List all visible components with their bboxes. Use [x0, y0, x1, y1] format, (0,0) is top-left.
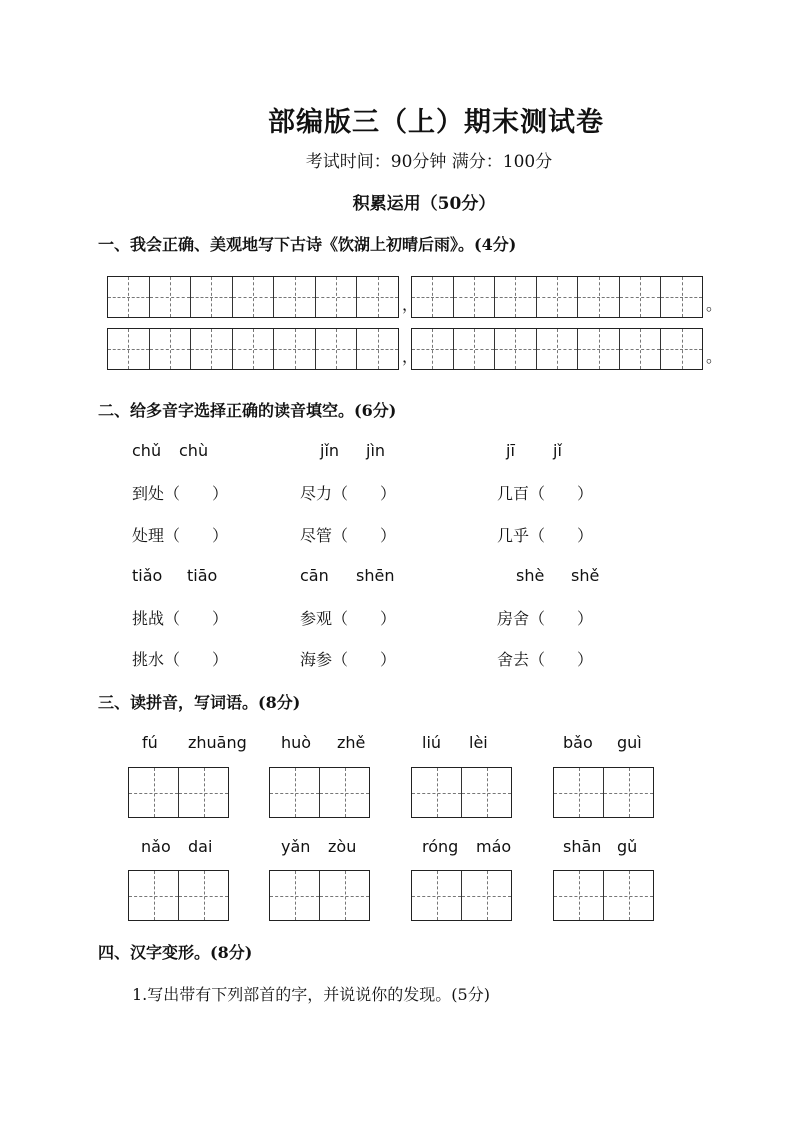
word-pinyin: róng	[422, 837, 459, 856]
pinyin-option: shēn	[356, 566, 395, 585]
pinyin-option: jǐn	[320, 441, 340, 460]
word-pinyin: yǎn	[281, 837, 311, 856]
pinyin-option: jìn	[366, 441, 386, 460]
word-writing-grid[interactable]	[269, 870, 370, 921]
word-pinyin: bǎo	[563, 733, 593, 752]
word-pinyin: guì	[617, 733, 642, 752]
polyphone-blank[interactable]: 房舍（ ）	[497, 609, 594, 628]
exam-info: 考试时间：90分钟 满分：100分	[305, 152, 553, 172]
word-writing-grid[interactable]	[411, 870, 512, 921]
q1-period-1: 。	[706, 295, 723, 314]
polyphone-blank[interactable]: 参观（ ）	[300, 609, 397, 628]
pinyin-option: shè	[516, 566, 545, 585]
word-writing-grid[interactable]	[128, 870, 229, 921]
q1-period-2: 。	[706, 347, 723, 366]
polyphone-blank[interactable]: 挑战（ ）	[132, 609, 229, 628]
word-pinyin: nǎo	[141, 837, 171, 856]
word-writing-grid[interactable]	[553, 870, 654, 921]
word-pinyin: dai	[188, 837, 213, 856]
pinyin-option: chǔ	[132, 441, 162, 460]
pinyin-option: tiǎo	[132, 566, 163, 585]
polyphone-blank[interactable]: 尽力（ ）	[300, 484, 397, 503]
word-pinyin: gǔ	[617, 837, 638, 856]
pinyin-option: shě	[571, 566, 600, 585]
q1-writing-grid-3[interactable]	[107, 328, 399, 370]
word-pinyin: liú	[422, 733, 442, 752]
polyphone-blank[interactable]: 海参（ ）	[300, 650, 397, 669]
polyphone-blank[interactable]: 舍去（ ）	[497, 650, 594, 669]
q3-heading: 三、读拼音，写词语。(8分)	[98, 693, 301, 712]
word-writing-grid[interactable]	[553, 767, 654, 818]
word-pinyin: máo	[476, 837, 512, 856]
word-pinyin: zhuāng	[188, 733, 247, 752]
pinyin-option: chù	[179, 441, 209, 460]
q4-heading: 四、汉字变形。(8分)	[98, 943, 253, 962]
pinyin-option: jǐ	[553, 441, 562, 460]
word-pinyin: shān	[563, 837, 602, 856]
word-pinyin: lèi	[469, 733, 488, 752]
word-writing-grid[interactable]	[128, 767, 229, 818]
polyphone-blank[interactable]: 到处（ ）	[132, 484, 229, 503]
word-writing-grid[interactable]	[411, 767, 512, 818]
pinyin-option: cān	[300, 566, 329, 585]
pinyin-option: jī	[506, 441, 515, 460]
word-writing-grid[interactable]	[269, 767, 370, 818]
polyphone-blank[interactable]: 尽管（ ）	[300, 526, 397, 545]
q4-subquestion-1: 1.写出带有下列部首的字，并说说你的发现。(5分)	[132, 985, 490, 1004]
q1-comma-2: ，	[402, 347, 419, 366]
word-pinyin: huò	[281, 733, 312, 752]
polyphone-blank[interactable]: 处理（ ）	[132, 526, 229, 545]
word-pinyin: zòu	[328, 837, 357, 856]
part-heading: 积累运用（50分）	[352, 194, 496, 214]
word-pinyin: zhě	[337, 733, 366, 752]
q1-writing-grid-2[interactable]	[411, 276, 703, 318]
page-title: 部编版三（上）期末测试卷	[268, 107, 604, 138]
pinyin-option: tiāo	[187, 566, 218, 585]
q1-writing-grid-1[interactable]	[107, 276, 399, 318]
q2-heading: 二、给多音字选择正确的读音填空。(6分)	[98, 401, 397, 420]
word-pinyin: fú	[142, 733, 158, 752]
polyphone-blank[interactable]: 几百（ ）	[497, 484, 594, 503]
polyphone-blank[interactable]: 几乎（ ）	[497, 526, 594, 545]
q1-heading: 一、我会正确、美观地写下古诗《饮湖上初晴后雨》。(4分)	[98, 235, 517, 254]
polyphone-blank[interactable]: 挑水（ ）	[132, 650, 229, 669]
q1-writing-grid-4[interactable]	[411, 328, 703, 370]
q1-comma-1: ，	[402, 295, 419, 314]
